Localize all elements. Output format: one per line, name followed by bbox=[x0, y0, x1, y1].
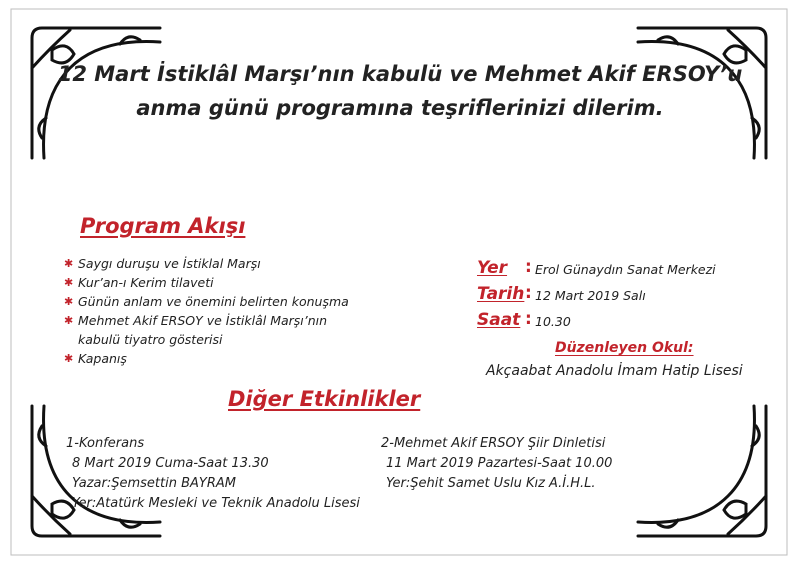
other-events-heading: Diğer Etkinlikler bbox=[228, 387, 421, 411]
colon: : bbox=[525, 283, 532, 303]
organizer-value: Akçaabat Anadolu İmam Hatip Lisesi bbox=[486, 363, 743, 379]
event-1-title: 1-Konferans bbox=[66, 436, 145, 451]
place-label: Yer bbox=[477, 258, 508, 278]
date-value: 12 Mart 2019 Salı bbox=[535, 288, 646, 303]
colon: : bbox=[525, 257, 532, 277]
star-bullet-icon: ✱ bbox=[64, 314, 74, 327]
corner-flourish-bottom-right-icon bbox=[638, 406, 766, 536]
program-item: ✱ Kur’an-ı Kerim tilaveti bbox=[64, 275, 214, 290]
star-bullet-icon: ✱ bbox=[64, 352, 74, 365]
star-bullet-icon: ✱ bbox=[64, 295, 74, 308]
program-item: ✱ Mehmet Akif ERSOY ve İstiklâl Marşı’nın kabulü tiyatro gösterisi bbox=[64, 313, 328, 347]
event-1-place: Yer:Atatürk Mesleki ve Teknik Anadolu Lisesi bbox=[72, 496, 360, 511]
time-label: Saat bbox=[477, 310, 521, 330]
event-2-datetime: 11 Mart 2019 Pazartesi-Saat 10.00 bbox=[386, 456, 613, 471]
program-item: ✱ Günün anlam ve önemini belirten konuşma bbox=[64, 294, 349, 309]
program-item: ✱ Saygı duruşu ve İstiklal Marşı bbox=[64, 256, 261, 271]
organizer-label: Düzenleyen Okul: bbox=[555, 340, 694, 356]
star-bullet-icon: ✱ bbox=[64, 257, 74, 270]
event-1-author: Yazar:Şemsettin BAYRAM bbox=[72, 476, 236, 491]
star-bullet-icon: ✱ bbox=[64, 276, 74, 289]
event-1-datetime: 8 Mart 2019 Cuma-Saat 13.30 bbox=[72, 456, 269, 471]
title-line-2: anma günü programına teşriflerinizi dilerim. bbox=[136, 96, 664, 120]
date-label: Tarih bbox=[477, 284, 525, 304]
corner-flourish-top-left-icon bbox=[32, 28, 160, 158]
program-heading: Program Akışı bbox=[80, 214, 246, 238]
colon: : bbox=[525, 309, 532, 329]
event-2-title: 2-Mehmet Akif ERSOY Şiir Dinletisi bbox=[381, 436, 606, 451]
time-value: 10.30 bbox=[535, 314, 571, 329]
place-value: Erol Günaydın Sanat Merkezi bbox=[535, 262, 716, 277]
corner-flourish-top-right-icon bbox=[638, 28, 766, 158]
program-item: ✱ Kapanış bbox=[64, 351, 127, 366]
title-line-1: 12 Mart İstiklâl Marşı’nın kabulü ve Mehmet Akif ERSOY’u bbox=[57, 62, 743, 86]
event-2-place: Yer:Şehit Samet Uslu Kız A.İ.H.L. bbox=[386, 476, 596, 491]
program-list bbox=[64, 254, 364, 368]
